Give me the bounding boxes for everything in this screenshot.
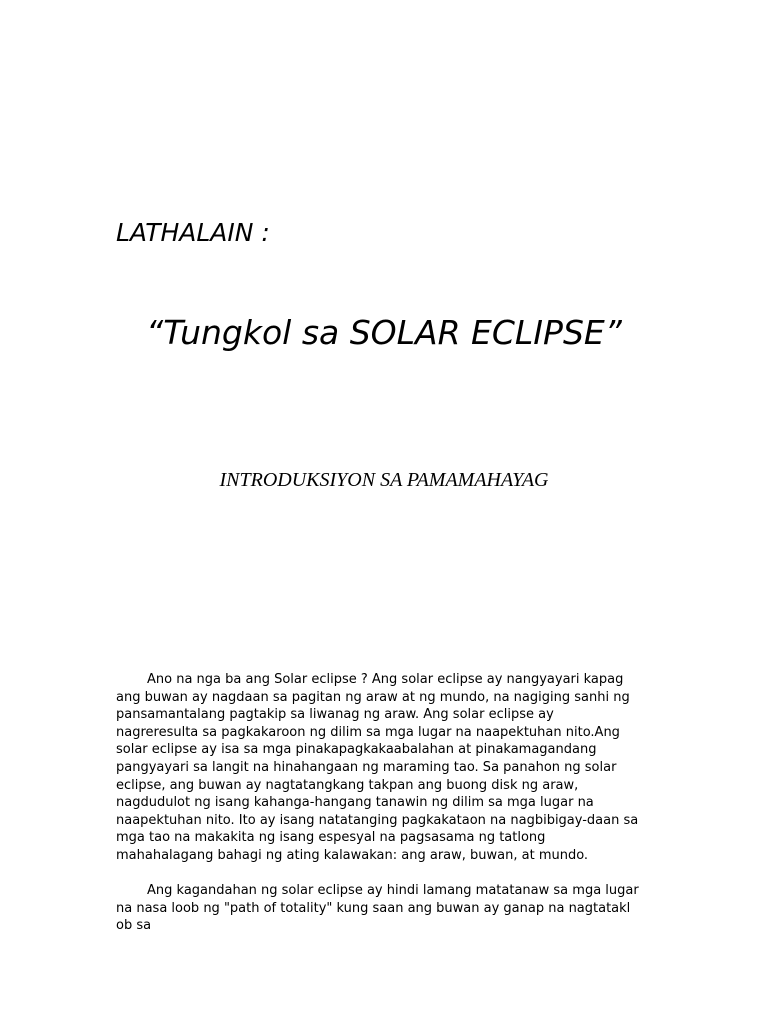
body-text [116, 671, 640, 953]
document-subtitle: INTRODUKSIYON SA PAMAMAHAYAG [219, 469, 549, 491]
document-title: “Tungkol sa SOLAR ECLIPSE” [146, 313, 622, 352]
paragraph-2: Ang kagandahan ng solar eclipse ay hindi lamang matatanaw sa mga lugar na nasa loob ng "path of totality" kung saan ang buwan ay ganap na nagtatakl​ob sa [116, 883, 639, 934]
section-label: LATHALAIN : [116, 218, 270, 247]
paragraph-1: Ano na nga ba ang Solar eclipse ? Ang solar eclipse ay nangyayari kapag ang buwan ay nagdaan sa pagitan ng araw at ng mundo, na nagiging sanhi ng pansamantalang pagtakip sa liwanag ng araw. Ang solar eclipse ay nagreresulta sa pagkakaroon ng dilim sa mga lugar na naapektuhan nito.Ang solar eclipse ay isa sa mga pinakapagkakaabalahan at pinakamagandang pangyayari sa langit na hinahangaan ng maraming tao. Sa panahon ng solar eclipse, ang buwan ay nagtatangkang takpan ang buong disk ng araw, nagdudulot ng isang kahanga-hangang tanawin ng dilim sa mga lugar na naapektuhan nito. Ito ay isang natatanging pagkakataon na nagbibigay-daan sa mga tao na makakita ng isang espesyal na pagsasama ng tatlong mahahalagang bahagi ng ating kalawakan: ang araw, buwan, at mundo. [116, 672, 639, 863]
